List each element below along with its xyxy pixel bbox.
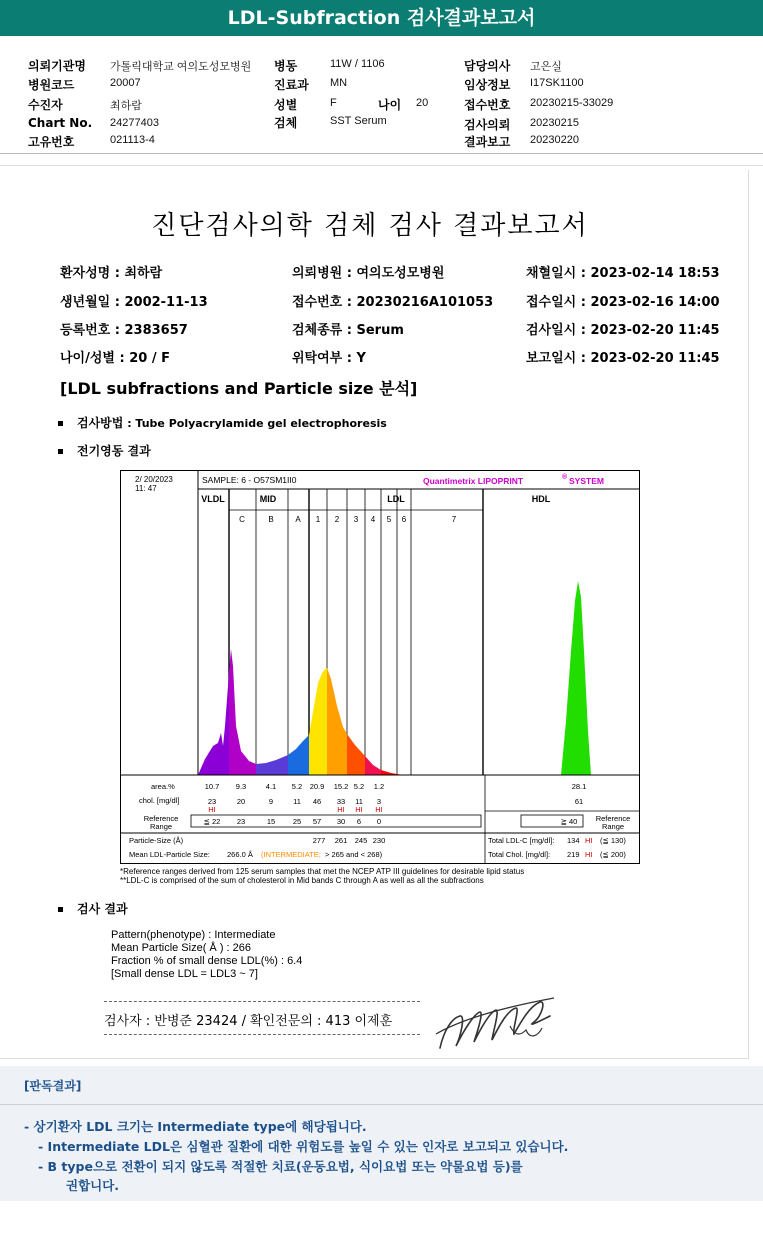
ldl5-peak (381, 770, 403, 775)
value-specimen: SST Serum (330, 115, 387, 127)
result-mean-size: Mean Particle Size( Å ) : 266 (111, 942, 252, 954)
label-chart-no: Chart No. (28, 116, 93, 130)
method-label: 검사방법 (77, 416, 124, 430)
opinion-header (0, 1066, 763, 1105)
opinion-line-1: - 상기환자 LDL 크기는 Intermediate type에 해당됩니다. (24, 1119, 367, 1134)
band-label: B (268, 515, 274, 524)
results-label: 검사 결과 (77, 902, 128, 916)
ldl4-peak (365, 756, 381, 775)
band-label: A (295, 515, 301, 524)
label-clinical-info: 임상정보 (464, 78, 511, 92)
chol-hi-flag: HI (337, 805, 345, 814)
chol-value: 33 (336, 797, 346, 806)
mean-size-flag: (INTERMEDIATE; (261, 850, 321, 859)
outsourced: 위탁여부 : Y (292, 351, 366, 366)
signature-divider-top (104, 1001, 420, 1002)
opinion-title: [판독결과] (24, 1079, 82, 1093)
value-institution: 가톨릭대학교 여의도성모병원 (110, 61, 252, 73)
test-datetime: 검사일시 : 2023-02-20 11:45 (526, 323, 720, 338)
area-value: 5.2 (291, 782, 303, 791)
value-hospital-code: 20007 (110, 77, 141, 89)
ref-value: 25 (292, 817, 302, 826)
chol-hi-flag: HI (208, 805, 216, 814)
total-ldl-value: 134 (567, 836, 580, 845)
result-pattern: Pattern(phenotype) : Intermediate (111, 929, 276, 941)
value-ward: 11W / 1106 (330, 58, 385, 70)
region-label-ldl: LDL (387, 494, 405, 504)
lipoprint-chart-svg (121, 471, 639, 863)
method-value: : Tube Polyacrylamide gel electrophoresis (127, 417, 387, 430)
chol-value: 11 (293, 797, 301, 806)
chol-value: 46 (312, 797, 322, 806)
ref-row-label-1: Reference (143, 814, 179, 823)
label-receipt-no: 접수번호 (464, 98, 511, 112)
mid-b-peak (256, 755, 288, 775)
mean-size-tail: > 265 and < 268) (325, 850, 383, 859)
total-ldl-label: Total LDL-C [mg/dl]: (488, 836, 555, 845)
chol-hi-flag: HI (355, 805, 363, 814)
ref-value: 23 (236, 817, 246, 826)
total-chol-label: Total Chol. [mg/dl]: (488, 850, 551, 859)
footnote-1: *Reference ranges derived from 125 serum samples that met the NCEP ATP III guidelines for desirable lipid status (120, 867, 525, 876)
label-ward: 병동 (274, 59, 298, 73)
band-label: 2 (334, 515, 340, 524)
ldl2-peak (327, 668, 347, 775)
chol-value: 23 (207, 797, 217, 806)
ref-value: 57 (312, 817, 322, 826)
value-age: 20 (416, 97, 429, 109)
label-hospital-code: 병원코드 (28, 78, 75, 92)
region-label-vldl: VLDL (201, 494, 225, 504)
region-label-hdl: HDL (531, 494, 551, 504)
value-patient: 최하람 (110, 100, 142, 112)
area-row-label: area.% (151, 782, 175, 791)
value-chart-no: 24277403 (110, 117, 159, 129)
results-item (58, 900, 128, 917)
signature-divider-bottom (104, 1034, 420, 1035)
hdl-ref-value: ≧ 40 (560, 817, 578, 826)
label-patient: 수진자 (28, 98, 63, 112)
band-label: 5 (386, 515, 392, 524)
section-title: [LDL subfractions and Particle size 분석] (60, 379, 418, 398)
hdl-area-value: 28.1 (571, 782, 587, 791)
value-receipt-no: 20230215-33029 (530, 97, 614, 109)
hdl-ref-label-2: Range (601, 822, 625, 831)
particle-size-label: Particle-Size (Å) (129, 836, 184, 845)
signature-image (430, 990, 560, 1060)
area-value: 9.3 (235, 782, 247, 791)
chart-footnotes (120, 867, 524, 885)
hdl-peak (561, 581, 591, 775)
total-ldl-flag: HI (585, 836, 593, 845)
label-department: 진료과 (274, 78, 309, 92)
value-department: MN (330, 77, 348, 89)
chart-system-reg: ® (562, 474, 568, 481)
result-fraction: Fraction % of small dense LDL(%) : 6.4 (111, 955, 303, 967)
bullet-icon (58, 907, 63, 912)
band-label: 3 (353, 515, 359, 524)
region-label-mid: MID (259, 494, 277, 504)
birth-date: 생년월일 : 2002-11-13 (60, 295, 208, 310)
ldl1-peak (309, 668, 327, 775)
ref-value: 6 (356, 817, 362, 826)
electrophoresis-item (58, 442, 151, 459)
label-institution: 의뢰기관명 (28, 59, 86, 73)
ref-row-label-2: Range (149, 822, 173, 831)
area-value: 10.7 (204, 782, 220, 791)
referring-hospital: 의뢰병원 : 여의도성모병원 (292, 266, 445, 281)
age-sex: 나이/성별 : 20 / F (60, 351, 171, 366)
report-banner-title: LDL-Subfraction 검사결과보고서 (0, 0, 763, 36)
receipt-number: 접수번호 : 20230216A101053 (292, 295, 494, 310)
footnote-2: **LDL-C is comprised of the sum of cholesterol in Mid bands C through A as well as all the subfractions (120, 876, 484, 885)
total-chol-flag: HI (585, 850, 593, 859)
report-title: 진단검사의학 검체 검사 결과보고서 (151, 211, 589, 241)
label-sex: 성별 (274, 98, 298, 112)
header-divider-2 (0, 165, 763, 166)
hdl-ref-label-1: Reference (595, 814, 631, 823)
band-label: 6 (401, 515, 407, 524)
label-age: 나이 (378, 98, 402, 112)
mean-size-label: Mean LDL-Particle Size: (129, 850, 210, 859)
label-report-date: 결과보고 (464, 135, 511, 149)
chart-system-tail: SYSTEM (569, 476, 604, 486)
chart-time: 11: 47 (135, 484, 157, 493)
registration-number: 등록번호 : 2383657 (60, 323, 188, 338)
label-doctor: 담당의사 (464, 59, 511, 73)
total-chol-value: 219 (567, 850, 580, 859)
ref-value: 0 (376, 817, 382, 826)
vldl-peak (198, 671, 229, 775)
label-request-date: 검사의뢰 (464, 118, 511, 132)
ref-value: 30 (336, 817, 346, 826)
particle-size-value: 230 (372, 836, 386, 845)
mid-a-peak (288, 735, 309, 775)
chart-system-name: Quantimetrix LIPOPRINT (423, 476, 524, 486)
hdl-chol-value: 61 (574, 797, 584, 806)
chol-row-label: chol. [mg/dl] (139, 796, 180, 805)
chol-value: 3 (376, 797, 382, 806)
total-chol-ref: (≦ 200) (600, 850, 626, 859)
examiner-line: 검사자 : 반병준 23424 / 확인전문의 : 413 이제훈 (104, 1014, 393, 1029)
band-label: 1 (315, 515, 321, 524)
receipt-datetime: 접수일시 : 2023-02-16 14:00 (526, 295, 720, 310)
area-value: 20.9 (309, 782, 325, 791)
ref-value: 15 (266, 817, 276, 826)
label-specimen: 검체 (274, 116, 298, 130)
mid-c-peak (229, 649, 256, 775)
value-clinical-info: I17SK1100 (530, 77, 584, 89)
value-report-date: 20230220 (530, 134, 579, 146)
value-doctor: 고은실 (530, 61, 562, 73)
ref-value: ≦ 22 (203, 817, 221, 826)
particle-size-value: 261 (334, 836, 348, 845)
chol-value: 11 (355, 797, 363, 806)
opinion-line-2: - Intermediate LDL은 심혈관 질환에 대한 위험도를 높일 수 있는 인자로 보고되고 있습니다. (38, 1139, 569, 1154)
band-label: 4 (370, 515, 376, 524)
method-item (58, 414, 387, 431)
chol-value: 9 (268, 797, 274, 806)
ldl3-peak (347, 734, 365, 775)
results-text (111, 929, 302, 981)
collection-datetime: 채혈일시 : 2023-02-14 18:53 (526, 266, 720, 281)
area-value: 4.1 (265, 782, 277, 791)
chart-sample: SAMPLE: 6 - O57SM1II0 (202, 475, 297, 485)
value-request-date: 20230215 (530, 117, 579, 129)
band-label: C (239, 515, 245, 524)
label-unique-no: 고유번호 (28, 135, 75, 149)
bullet-icon (58, 421, 63, 426)
area-value: 15.2 (333, 782, 349, 791)
chart-date: 2/ 20/2023 (135, 475, 173, 484)
bullet-icon (58, 449, 63, 454)
particle-size-value: 277 (312, 836, 326, 845)
result-sdldl-def: [Small dense LDL = LDL3 ~ 7] (111, 968, 258, 980)
band-label: 7 (451, 515, 457, 524)
mean-size-value: 266.0 Å (227, 850, 253, 859)
opinion-line-4: 권합니다. (66, 1178, 120, 1193)
header-divider (0, 153, 763, 154)
chol-hi-flag: HI (375, 805, 383, 814)
chol-value: 20 (236, 797, 246, 806)
opinion-line-3: - B type으로 전환이 되지 않도록 적절한 치료(운동요법, 식이요법 또는 약물요법 등)를 (38, 1159, 523, 1174)
electrophoresis-label: 전기영동 결과 (77, 444, 151, 458)
report-datetime: 보고일시 : 2023-02-20 11:45 (526, 351, 720, 366)
lipoprint-chart (120, 470, 640, 864)
patient-name: 환자성명 : 최하람 (60, 266, 163, 281)
particle-size-value: 245 (354, 836, 368, 845)
specimen-type: 검체종류 : Serum (292, 323, 404, 338)
value-unique-no: 021113-4 (110, 134, 155, 146)
area-value: 5.2 (353, 782, 365, 791)
total-ldl-ref: (≦ 130) (600, 836, 626, 845)
value-sex: F (330, 97, 337, 109)
area-value: 1.2 (373, 782, 385, 791)
